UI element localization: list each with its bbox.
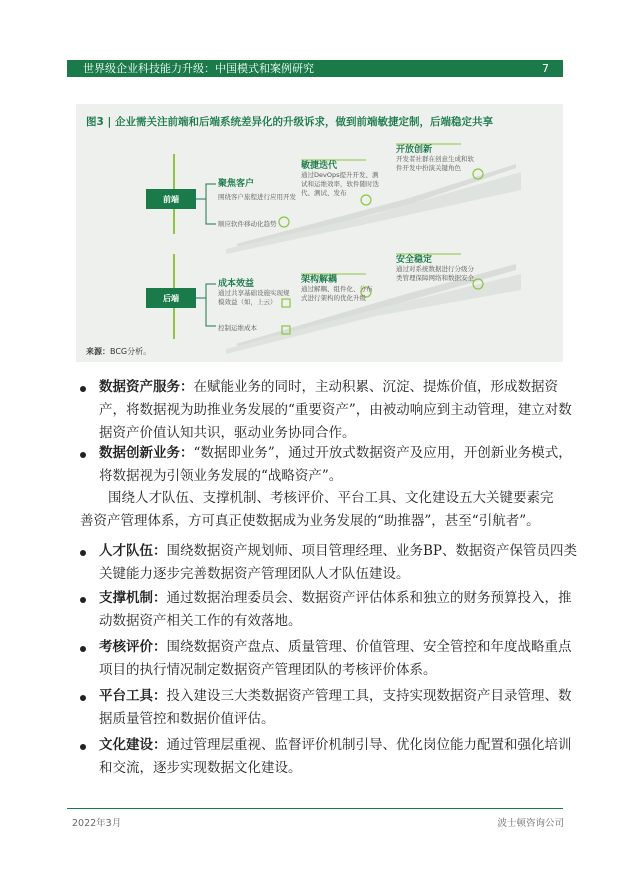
bullet-term: 支撑机制： [99, 590, 167, 606]
stage-item: 通过共享基础设施实现规模效益（如，上云） [218, 289, 290, 306]
stage-name: 聚焦客户 [218, 179, 255, 189]
stage-item: 围绕客户旅程进行应用开发 [218, 193, 296, 201]
figure-title: 图3 | 企业需关注前端和后端系统差异化的升级诉求，做到前端敏捷定制，后端稳定共享 [86, 116, 493, 128]
stage-item: 通过DevOps提升开发、测试和运维效率，软件随时迭代、测试、发布 [301, 171, 379, 197]
bullet-dot [80, 695, 86, 701]
bullet-dot [80, 550, 86, 556]
source-label: 来源： [86, 347, 110, 356]
bullet-dot [80, 744, 86, 750]
page-number: 7 [542, 62, 549, 75]
back-label: 后端 [163, 294, 179, 303]
page-header [67, 60, 563, 77]
bullet-item [80, 587, 584, 633]
stage-item: 通过对系统数据进行分级分类管理保障网络和数据安全 [396, 265, 474, 282]
figure-3 [76, 104, 563, 362]
header-title: 世界级企业科技能力升级：中国模式和案例研究 [83, 62, 314, 75]
stage-item: 通过解耦、组件化、分布式进行架构的优化升级 [301, 285, 373, 302]
bullet-dot [80, 646, 86, 652]
bullet-dot [80, 386, 86, 392]
bullet-text: 通过管理层重视、监督评价机制引导、优化岗位能力配置和强化培训和交流，逐步实现数据文化建设。 [99, 737, 572, 776]
bullet-text: 围绕数据资产规划师、项目管理经理、业务BP、数据资产保管员四类关键能力逐步完善数据资产管理团队人才队伍建设。 [99, 543, 578, 582]
bullet-dot [80, 597, 86, 603]
footer-date: 2022年3月 [72, 818, 122, 829]
stage-name: 开放创新 [396, 145, 433, 155]
source-text: BCG分析。 [110, 347, 152, 356]
bullet-text: 投入建设三大类数据资产管理工具，支持实现数据资产目录管理、数据质量管控和数据价值评估。 [99, 688, 572, 727]
footer-divider [67, 808, 563, 809]
bullet-item [80, 376, 584, 445]
bullet-term: 文化建设： [99, 737, 167, 753]
footer-org: 波士顿咨询公司 [497, 818, 564, 829]
stage-item: 开发者社群在创意生成和软件开发中扮演关键角色 [396, 155, 474, 172]
stage-item: 顺应软件移动化趋势 [218, 220, 277, 228]
front-label: 前端 [163, 195, 179, 204]
stage-name: 成本效益 [218, 279, 255, 289]
bullet-term: 数据资产服务： [99, 379, 194, 395]
bullet-item [80, 636, 584, 682]
bullet-term: 数据创新业务： [99, 445, 194, 461]
bullet-text: 围绕数据资产盘点、质量管理、价值管理、安全管控和年度战略重点项目的执行情况制定数据资产管理团队的考核评价体系。 [99, 639, 572, 678]
bullet-text: 通过数据治理委员会、数据资产评估体系和独立的财务预算投入，推动数据资产相关工作的有效落地。 [99, 590, 572, 629]
bullet-item [80, 540, 584, 586]
stage-name: 敏捷迭代 [301, 161, 338, 171]
bullet-item [80, 442, 584, 488]
bullet-term: 平台工具： [99, 688, 167, 704]
bullet-text: 在赋能业务的同时，主动积累、沉淀、提炼价值，形成数据资产，将数据视为助推业务发展的“重要资产”，由被动响应到主动管理，建立对数据资产价值认知共识，驱动业务协同合作。 [99, 379, 572, 441]
stage-item: 控制运维成本 [218, 324, 257, 332]
bullet-dot [80, 452, 86, 458]
figure-source [86, 346, 151, 357]
bullet-text: “数据即业务”，通过开放式数据资产及应用，开创新业务模式，将数据视为引领业务发展的“战略资产”。 [99, 445, 572, 484]
figure-diagram [76, 104, 563, 362]
bullet-item [80, 685, 584, 731]
stage-name: 架构解耦 [301, 275, 338, 285]
bullet-term: 考核评价： [99, 639, 167, 655]
bullet-item [80, 734, 584, 780]
bullet-term: 人才队伍： [99, 543, 167, 559]
stage-name: 安全稳定 [396, 255, 433, 265]
body-paragraph: 围绕人才队伍、支撑机制、考核评价、平台工具、文化建设五大关键要素完善资产管理体系，方可真正使数据成为业务发展的“助推器”，甚至“引航者”。 [80, 490, 554, 529]
